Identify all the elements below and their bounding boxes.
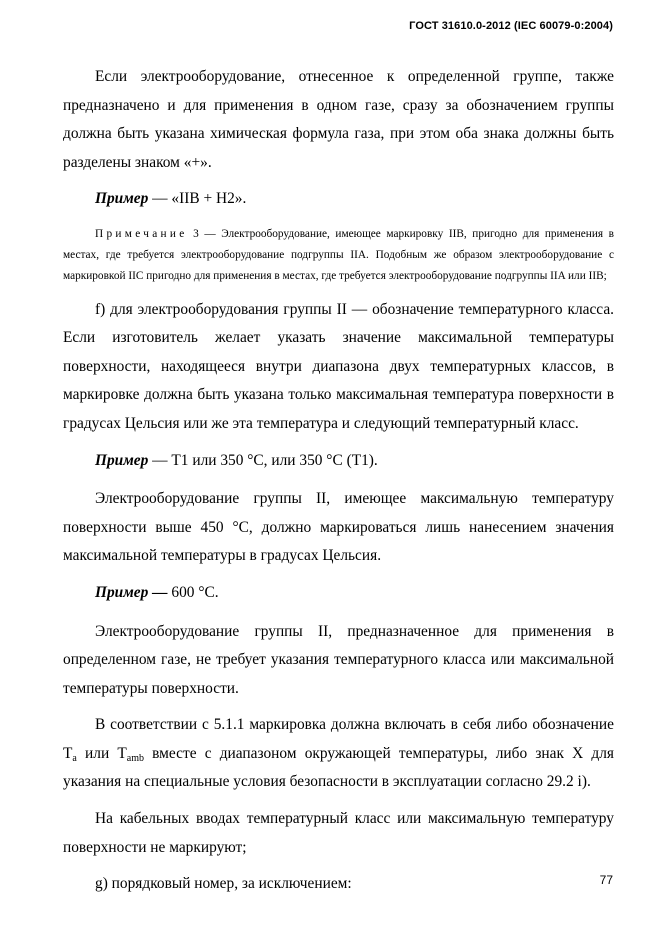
example-600 [63, 579, 614, 608]
paragraph-cable-entries: На кабельных вводах температурный класс или максимальную температуру поверхности не маркируют; [63, 810, 614, 856]
example-temperature-class [63, 447, 614, 476]
text-part: или T [76, 744, 127, 762]
page-number: 77 [599, 873, 613, 887]
paragraph-max-temperature: Электрооборудование группы II, имеющее максимальную температуру поверхности выше 450 °C, должно маркироваться лишь нанесением значения максимальной температуры в градусах Цельсия. [63, 490, 614, 565]
note-label: Примечание [95, 227, 188, 240]
subscript-amb: amb [126, 752, 144, 764]
list-item-f: f) для электрооборудования группы II — обозначение температурного класса. Если изготовитель желает указать значение максимальной температуры поверхности, находящееся внутри диапазона двух температурных классов, в маркировке должна быть указана только максимальная температура поверхности в градусах Цельсия или же эта температура и следующий температурный класс. [63, 300, 614, 432]
list-item-g: g) порядковый номер, за исключением: [95, 875, 352, 893]
example-text: — T1 или 350 °C, или 350 °C (T1). [148, 451, 378, 469]
document-body [63, 63, 614, 907]
example-text: — «IIB + H2». [148, 190, 247, 208]
paragraph-specific-gas: Электрооборудование группы II, предназначенное для применения в определенном газе, не требует указания температурного класса или максимальной температуры поверхности. [63, 622, 614, 697]
note-text: 3 — Электрооборудование, имеющее маркировку IIB, пригодно для применения в местах, где требуется электрооборудование подгруппы IIA. Подобным же образом электрооборудование с маркировкой IIC пригодно для применения в местах, где требуется электрооборудование подгруппы IIA или IIB; [63, 227, 614, 283]
page-header-standard: ГОСТ 31610.0-2012 (IEC 60079-0:2004) [409, 20, 613, 32]
example-gas [63, 185, 614, 214]
example-text: 600 °C. [167, 583, 219, 601]
example-label: Пример [95, 190, 149, 208]
example-label: Пример [95, 451, 149, 469]
subscript-a: a [72, 752, 77, 764]
text-part: В соответствии с 5.1.1 маркировка должна включать в себя либо обозначение T [63, 716, 614, 762]
text-part: вместе с диапазоном окружающей температуры, либо знак X для указания на специальные условия безопасности в эксплуатации согласно 29.2 i). [63, 744, 615, 791]
paragraph-ambient-temperature [63, 711, 614, 797]
paragraph-gas-formula: Если электрооборудование, отнесенное к определенной группе, также предназначено и для применения в одном газе, сразу за обозначением группы должна быть указана химическая формула газа, при этом оба знака должны быть разделены знаком «+». [63, 68, 614, 171]
note-3 [63, 224, 614, 288]
example-label: Пример — [95, 583, 168, 601]
